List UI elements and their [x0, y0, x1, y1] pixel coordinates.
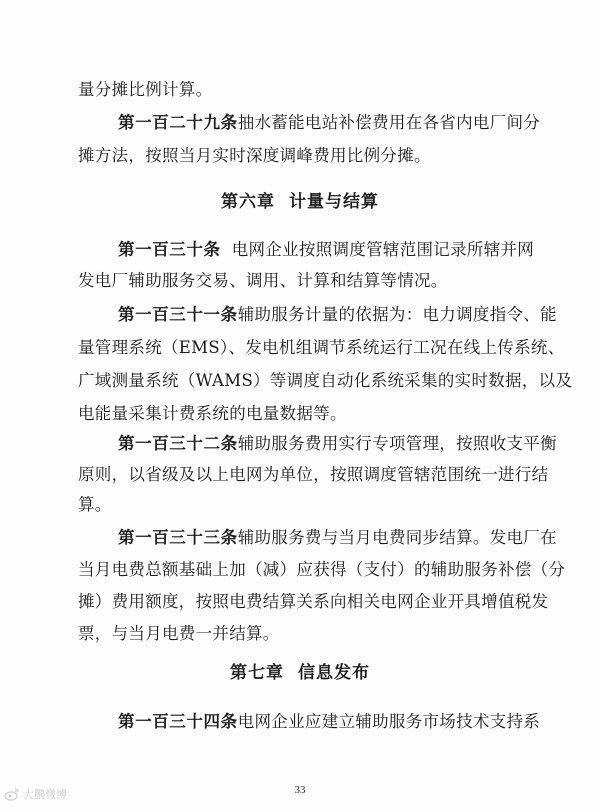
chapter-heading: [0, 662, 600, 684]
line-text: 票，与当月电费一并结算。: [78, 624, 280, 643]
chapter-heading: [0, 191, 600, 213]
line-text: 量分摊比例计算。: [78, 80, 213, 99]
line-text: 广域测量系统（WAMS）等调度自动化系统采集的实时数据，以及: [78, 371, 573, 390]
text-line: [78, 560, 566, 580]
chapter-title: 计量与结算: [289, 192, 379, 212]
line-text: 当月电费总额基础上加（减）应获得（支付）的辅助服务补偿（分: [78, 560, 566, 579]
watermark: [4, 786, 67, 802]
text-line: [78, 592, 549, 612]
article-number: 第一百三十三条: [118, 528, 238, 547]
line-text: 摊方法，按照当月实时深度调峰费用比例分摊。: [78, 146, 431, 165]
text-line: [78, 624, 528, 644]
article-text: 电网企业按照调度管辖范围记录所辖并网: [220, 240, 535, 259]
chapter-number: 第六章: [221, 192, 275, 212]
article-number: 第一百二十九条: [118, 113, 238, 132]
line-text: 发电厂辅助服务交易、调用、计算和结算等情况。: [78, 271, 448, 290]
article-131: [118, 305, 568, 325]
text-line: [78, 371, 573, 391]
watermark-text: 大鹏微博: [23, 788, 67, 801]
article-text: 辅助服务费用实行专项管理，按照收支平衡: [237, 434, 557, 453]
article-134: [118, 712, 568, 732]
article-133: [118, 528, 568, 548]
article-text: 辅助服务费与当月电费同步结算。发电厂在: [237, 528, 557, 547]
line-text: 电能量采集计费系统的电量数据等。: [78, 404, 347, 423]
article-number: 第一百三十二条: [118, 434, 238, 453]
chapter-number: 第七章: [230, 663, 284, 683]
weibo-icon: [4, 787, 20, 801]
article-number: 第一百三十四条: [118, 712, 238, 731]
chapter-title: 信息发布: [298, 663, 370, 683]
article-132: [118, 434, 568, 454]
text-line: [78, 338, 565, 358]
article-text: 辅助服务计量的依据为：电力调度指令、能: [237, 305, 557, 324]
article-text: 抽水蓄能电站补偿费用在各省内电厂间分: [237, 113, 541, 132]
text-line: [78, 495, 528, 515]
line-text: 摊）费用额度，按照电费结算关系向相关电网企业开具增值税发: [78, 592, 549, 611]
text-line: [78, 271, 528, 291]
text-line: [78, 80, 528, 100]
article-129: [118, 113, 568, 133]
article-130: [118, 240, 568, 260]
article-number: 第一百三十一条: [118, 305, 238, 324]
page-number: 33: [294, 784, 306, 796]
article-number: 第一百三十条: [118, 240, 221, 259]
text-line: [78, 146, 528, 166]
text-line: [78, 465, 549, 485]
line-text: 原则，以省级及以上电网为单位，按照调度管辖范围统一进行结: [78, 465, 549, 484]
line-text: 算。: [78, 495, 112, 514]
line-text: 量管理系统（EMS）、发电机组调节系统运行工况在线上传系统、: [78, 338, 565, 357]
article-text: 电网企业应建立辅助服务市场技术支持系: [237, 712, 541, 731]
text-line: [78, 404, 528, 424]
